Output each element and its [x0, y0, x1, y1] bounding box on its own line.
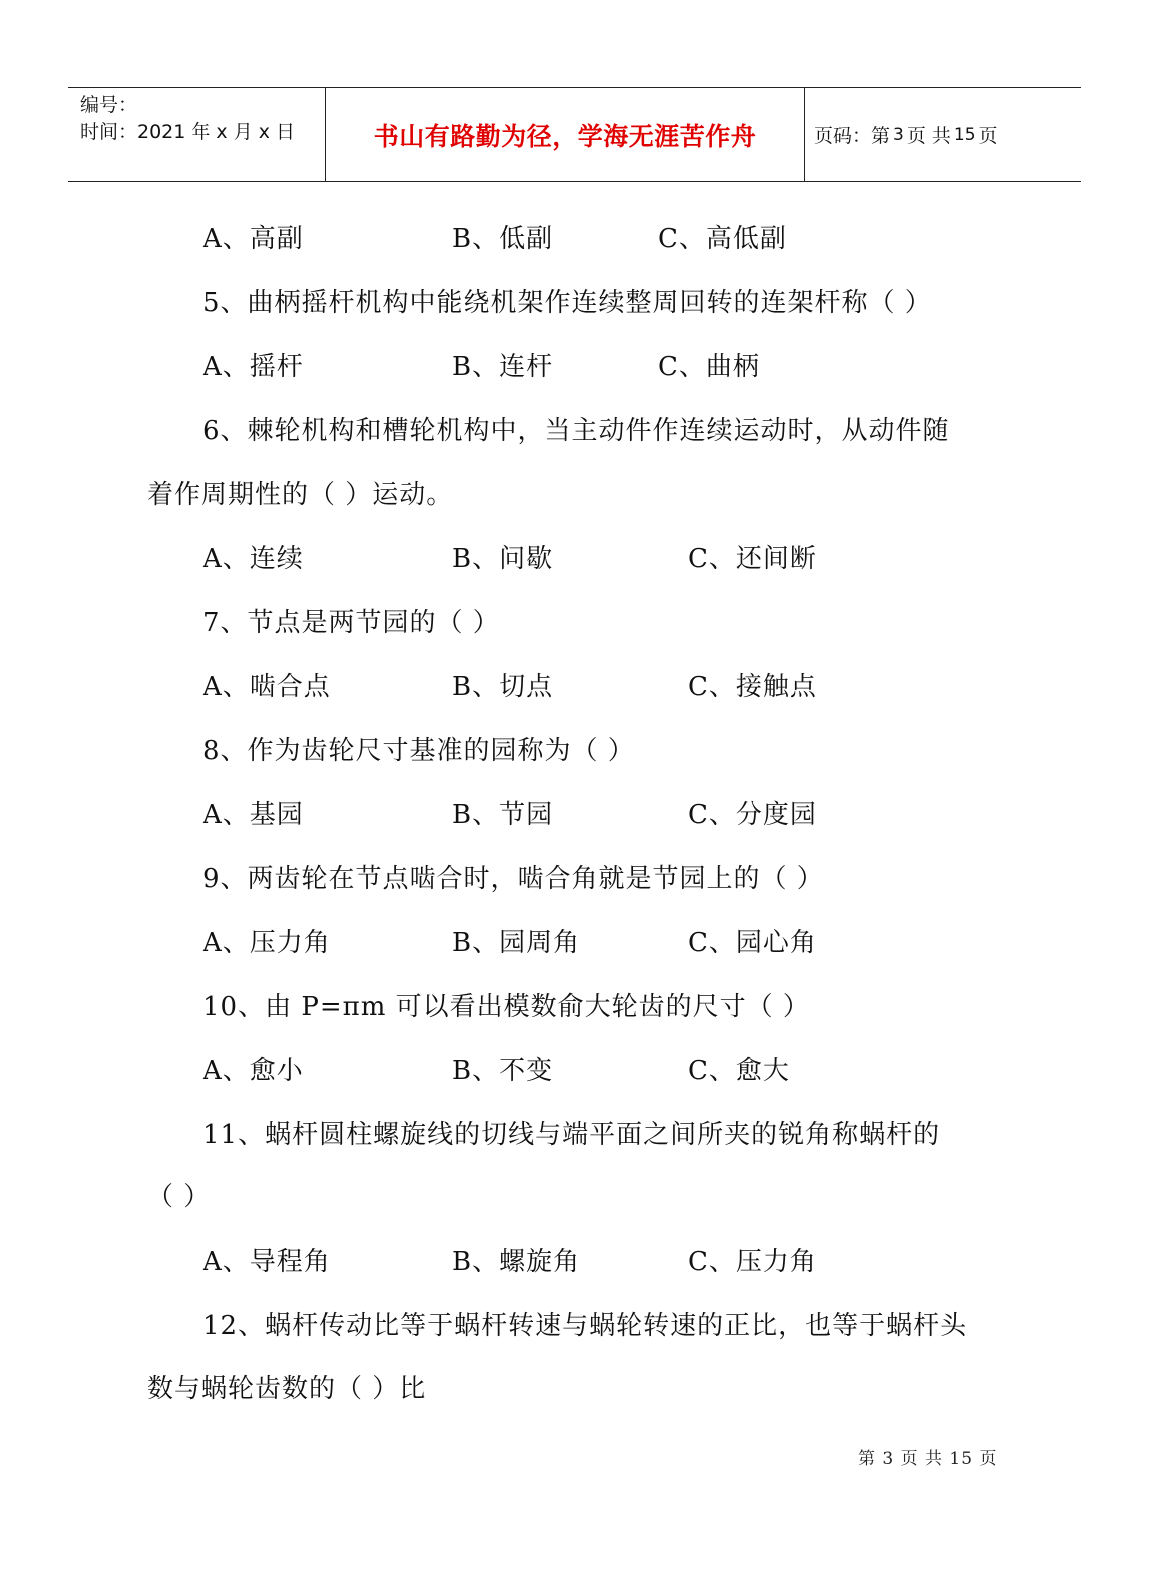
option: A、连续 [203, 544, 304, 574]
time-label: 时间：2021 年 x 月 x 日 [80, 121, 296, 143]
option: C、曲柄 [658, 352, 760, 382]
question-stem: 8、作为齿轮尺寸基准的园称为（ ） [203, 736, 635, 766]
option: C、园心角 [688, 928, 817, 958]
question-stem: 10、由 P=πm 可以看出模数俞大轮齿的尺寸（ ） [203, 992, 810, 1022]
page-footer: 第 3 页 共 15 页 [858, 1449, 998, 1469]
question-stem: 7、节点是两节园的（ ） [203, 608, 500, 638]
page-total: 15 [953, 124, 976, 145]
question-stem: 12、蜗杆传动比等于蜗杆转速与蜗轮转速的正比，也等于蜗杆头 [203, 1311, 968, 1341]
option: C、压力角 [688, 1247, 817, 1277]
page-current: 3 [893, 124, 904, 145]
option: C、高低副 [658, 224, 787, 254]
option: C、接触点 [688, 672, 817, 702]
header-page-number [814, 88, 998, 181]
page-header [68, 87, 1081, 182]
option: A、摇杆 [203, 352, 304, 382]
option: A、啮合点 [203, 672, 331, 702]
page-mid: 页 共 [906, 125, 951, 147]
header-divider [804, 88, 805, 181]
question-stem: 6、棘轮机构和槽轮机构中，当主动件作连续运动时，从动件随 [203, 416, 950, 446]
question-stem: 着作周期性的（ ）运动。 [147, 480, 454, 510]
question-stem: 数与蜗轮齿数的（ ）比 [147, 1374, 427, 1404]
option: A、愈小 [203, 1056, 304, 1086]
option: B、切点 [452, 672, 554, 702]
header-motto: 书山有路勤为径，学海无涯苦作舟 [373, 121, 757, 151]
option: C、愈大 [688, 1056, 790, 1086]
page-suffix: 页 [978, 125, 998, 147]
question-stem: （ ） [147, 1182, 211, 1212]
serial-label: 编号： [80, 94, 138, 116]
question-stem: 5、曲柄摇杆机构中能绕机架作连续整周回转的连架杆称（ ） [203, 288, 932, 318]
option: A、导程角 [203, 1247, 331, 1277]
option: B、节园 [452, 800, 554, 830]
question-stem: 11、蜗杆圆柱螺旋线的切线与端平面之间所夹的锐角称蜗杆的 [203, 1120, 941, 1150]
option: B、不变 [452, 1056, 554, 1086]
header-meta [80, 92, 295, 146]
option: C、还间断 [688, 544, 817, 574]
option: A、高副 [203, 224, 304, 254]
option: B、园周角 [452, 928, 581, 958]
page-prefix: 页码：第 [814, 125, 891, 147]
option: C、分度园 [688, 800, 817, 830]
option: A、基园 [203, 800, 304, 830]
option: B、低副 [452, 224, 554, 254]
question-stem: 9、两齿轮在节点啮合时，啮合角就是节园上的（ ） [203, 864, 824, 894]
option: B、连杆 [452, 352, 554, 382]
option: A、压力角 [203, 928, 331, 958]
option: B、问歇 [452, 544, 554, 574]
option: B、螺旋角 [452, 1247, 581, 1277]
